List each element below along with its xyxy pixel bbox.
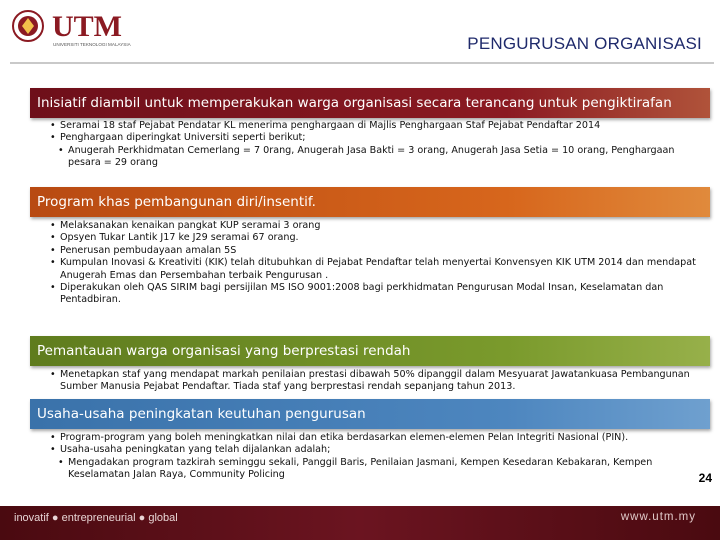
list-item: • Penerusan pembudayaan amalan 5S [50,245,700,257]
section-heading-recognition: Inisiatif diambil untuk memperakukan warga organisasi secara terancang untuk pengiktirafan [30,88,710,118]
section-heading-integrity: Usaha-usaha peningkatan keutuhan pengurusan [30,399,710,429]
utm-logo [8,4,198,52]
list-item: • Opsyen Tukar Lantik J17 ke J29 seramai 67 orang. [50,232,700,244]
list-item: • Usaha-usaha peningkatan yang telah dijalankan adalah; [50,444,700,456]
footer-bar [0,506,720,540]
footer-tagline: inovatif ● entrepreneurial ● global [14,512,178,524]
section-heading-development: Program khas pembangunan diri/insentif. [30,187,710,217]
list-item: • Seramai 18 staf Pejabat Pendatar KL menerima penghargaan di Majlis Penghargaan Staf Pejabat Pendaftar 2014 [50,120,700,132]
list-item: • Kumpulan Inovasi & Kreativiti (KIK) telah ditubuhkan di Pejabat Pendaftar telah menyertai Konvensyen KIK UTM 2014 dan mendapat Anugerah Emas dan Persembahan terbaik Pengurusan . [50,257,700,282]
section-body-development [50,220,700,307]
list-item: • Melaksanakan kenaikan pangkat KUP seramai 3 orang [50,220,700,232]
list-subitem: • Anugerah Perkhidmatan Cemerlang = 7 0rang, Anugerah Jasa Bakti = 3 orang, Anugerah Jasa Setia = 10 orang, Penghargaan pesara = 29 orang [50,145,700,170]
page-number: 24 [698,471,712,485]
page-title: PENGURUSAN ORGANISASI [467,34,702,53]
section-body-integrity [50,432,700,482]
list-item: • Program-program yang boleh meningkatkan nilai dan etika berdasarkan elemen-elemen Pelan Integriti Nasional (PIN). [50,432,700,444]
logo-subtitle: UNIVERSITI TEKNOLOGI MALAYSIA [53,42,131,47]
footer-url: www.utm.my [620,511,696,523]
section-heading-monitoring: Pemantauan warga organisasi yang berprestasi rendah [30,336,710,366]
header-divider [10,62,714,64]
list-item: • Penghargaan diperingkat Universiti seperti berikut; [50,132,700,144]
section-body-monitoring [50,369,700,394]
list-item: • Menetapkan staf yang mendapat markah penilaian prestasi dibawah 50% dipanggil dalam Mesyuarat Jawatankuasa Pembangunan Sumber Manusia Pejabat Pendaftar. Tiada staf yang berprestasi rendah sepanjang tahun 2013. [50,369,700,394]
list-item: • Diperakukan oleh QAS SIRIM bagi persijilan MS ISO 9001:2008 bagi perkhidmatan Pengurusan Modal Insan, Keselamatan dan Pentadbiran. [50,282,700,307]
logo-wordmark: UTM [52,10,122,43]
section-body-recognition [50,120,700,170]
list-subitem: • Mengadakan program tazkirah seminggu sekali, Panggil Baris, Penilaian Jasmani, Kempen Kesedaran Kebakaran, Kempen Keselamatan Jalan Raya, Community Policing [50,457,700,482]
